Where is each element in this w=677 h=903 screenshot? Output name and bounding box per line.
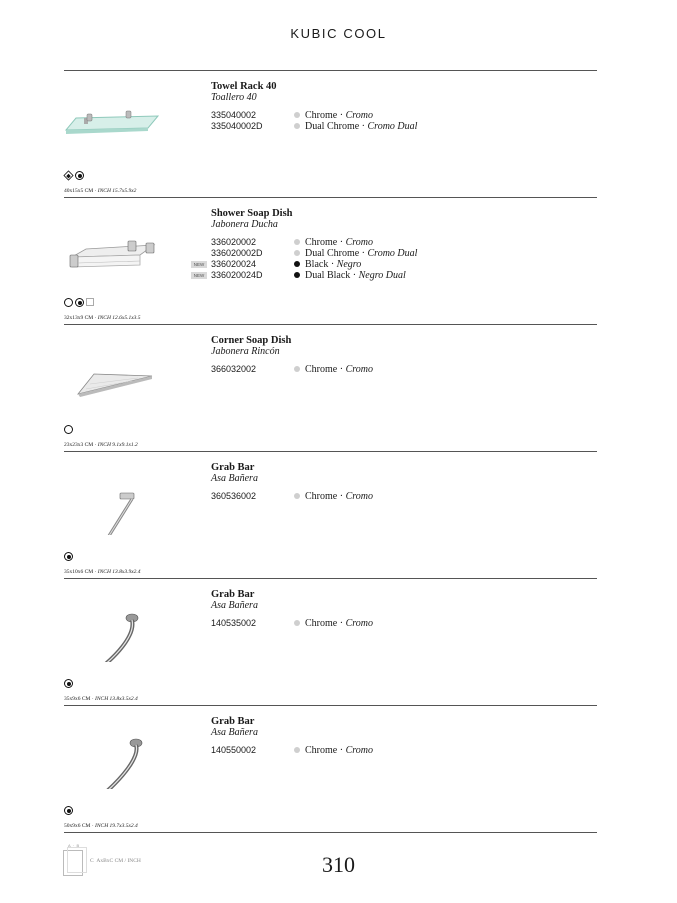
- variant-list: [211, 618, 531, 629]
- screw-mount-icon: [63, 170, 73, 180]
- finish-swatch-icon: [294, 747, 300, 753]
- finish-swatch-icon: [294, 123, 300, 129]
- variant-row: [211, 248, 531, 259]
- finish-label: Dual Black · Negro Dual: [305, 270, 406, 281]
- product-code: 336020024D: [211, 270, 263, 280]
- product-name: Corner Soap Dish: [211, 335, 292, 346]
- product-card-towel-rack: [64, 70, 597, 197]
- variant-list: [211, 110, 531, 132]
- finish-label: Black · Negro: [305, 259, 362, 270]
- product-image-shower-soap-dish: [64, 205, 164, 281]
- product-code: 336020002D: [211, 248, 263, 258]
- dimensions: 32x13x9 CM · INCH 12.6x5.1x3.5: [64, 315, 141, 321]
- variant-list: [211, 364, 531, 375]
- product-subtitle: Jabonera Rincón: [211, 346, 280, 357]
- product-image-grab-bar: [64, 713, 164, 789]
- variant-row: [211, 121, 531, 132]
- product-name: Grab Bar: [211, 589, 255, 600]
- finish-swatch-icon: [294, 261, 300, 267]
- product-card-corner-soap-dish: [64, 324, 597, 451]
- product-image-corner-soap-dish: [64, 332, 164, 408]
- product-image-towel-rack: [64, 78, 164, 154]
- finish-swatch-icon: [294, 250, 300, 256]
- legend-axis-labels: A · B: [68, 843, 80, 848]
- finish-label: Chrome · Cromo: [305, 491, 373, 502]
- ring-mount-icon: [64, 298, 73, 307]
- finish-swatch-icon: [294, 620, 300, 626]
- dimensions: 50x9x6 CM · INCH 19.7x3.5x2.4: [64, 823, 138, 829]
- product-code: 140535002: [211, 618, 257, 628]
- finish-label: Chrome · Cromo: [305, 618, 373, 629]
- mounting-icons: [64, 679, 73, 689]
- product-code: 335040002: [211, 110, 257, 120]
- new-badge: NEW: [191, 261, 207, 268]
- finish-swatch-icon: [294, 493, 300, 499]
- finish-swatch-icon: [294, 112, 300, 118]
- product-name: Shower Soap Dish: [211, 208, 293, 219]
- variant-row: [211, 110, 531, 121]
- product-subtitle: Asa Bañera: [211, 600, 258, 611]
- divider: [64, 832, 597, 833]
- mounting-icons: [64, 171, 84, 181]
- variant-row: [193, 270, 531, 281]
- dimensions: 35x10x6 CM · INCH 13.8x3.9x2.4: [64, 569, 141, 575]
- dimensions: 23x23x3 CM · INCH 9.1x9.1x1.2: [64, 442, 138, 448]
- product-code: 336020002: [211, 237, 257, 247]
- mounting-icons: [64, 806, 73, 816]
- product-code: 336020024: [211, 259, 257, 269]
- finish-swatch-icon: [294, 239, 300, 245]
- adhesive-mount-icon: [64, 679, 73, 688]
- finish-label: Chrome · Cromo: [305, 110, 373, 121]
- variant-row: [193, 259, 531, 270]
- finish-label: Chrome · Cromo: [305, 364, 373, 375]
- adhesive-mount-icon: [75, 298, 84, 307]
- ring-mount-icon: [64, 425, 73, 434]
- mounting-icons: [64, 298, 94, 308]
- product-card-grab-bar: [64, 451, 597, 578]
- variant-list: [193, 237, 531, 281]
- variant-list: [211, 745, 531, 756]
- shower-icon: [86, 298, 94, 306]
- product-name: Grab Bar: [211, 462, 255, 473]
- product-name: Towel Rack 40: [211, 81, 277, 92]
- variant-row: [211, 745, 531, 756]
- finish-swatch-icon: [294, 366, 300, 372]
- finish-swatch-icon: [294, 272, 300, 278]
- page-title: KUBIC COOL: [290, 26, 387, 41]
- variant-row: [211, 237, 531, 248]
- variant-row: [211, 618, 531, 629]
- variant-row: [211, 491, 531, 502]
- adhesive-mount-icon: [64, 552, 73, 561]
- finish-label: Dual Chrome · Cromo Dual: [305, 248, 418, 259]
- product-code: 335040002D: [211, 121, 263, 131]
- dimensions: 40x15x5 CM · INCH 15.7x5.9x2: [64, 188, 137, 194]
- product-card-shower-soap-dish: [64, 197, 597, 324]
- page-number: 310: [322, 852, 355, 877]
- adhesive-mount-icon: [64, 806, 73, 815]
- product-code: 140550002: [211, 745, 257, 755]
- finish-label: Dual Chrome · Cromo Dual: [305, 121, 418, 132]
- product-subtitle: Asa Bañera: [211, 473, 258, 484]
- mounting-icons: [64, 552, 73, 562]
- product-image-grab-bar: [64, 586, 164, 662]
- product-card-grab-bar: [64, 578, 597, 705]
- product-code: 366032002: [211, 364, 257, 374]
- mounting-icons: [64, 425, 73, 435]
- product-subtitle: Jabonera Ducha: [211, 219, 278, 230]
- new-badge: NEW: [191, 272, 207, 279]
- product-subtitle: Asa Bañera: [211, 727, 258, 738]
- product-subtitle: Toallero 40: [211, 92, 257, 103]
- finish-label: Chrome · Cromo: [305, 237, 373, 248]
- product-code: 360536002: [211, 491, 257, 501]
- legend-label: C AxBxC CM / INCH: [90, 858, 141, 864]
- product-image-grab-bar: [64, 459, 164, 535]
- product-card-grab-bar: [64, 705, 597, 832]
- variant-list: [211, 491, 531, 502]
- variant-row: [211, 364, 531, 375]
- product-name: Grab Bar: [211, 716, 255, 727]
- adhesive-mount-icon: [75, 171, 84, 180]
- finish-label: Chrome · Cromo: [305, 745, 373, 756]
- dimensions: 35x9x6 CM · INCH 13.8x3.5x2.4: [64, 696, 138, 702]
